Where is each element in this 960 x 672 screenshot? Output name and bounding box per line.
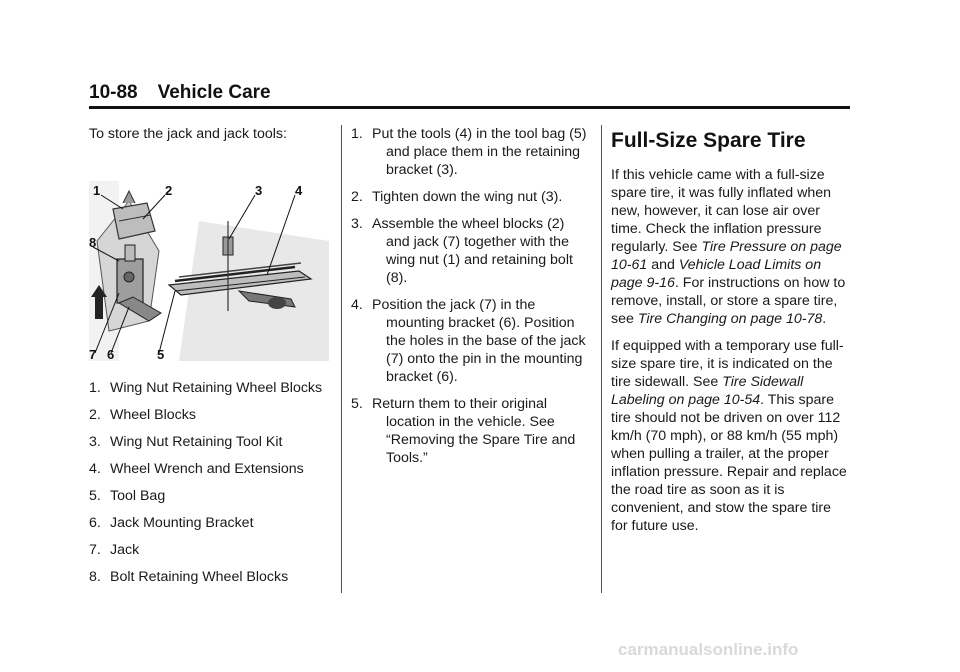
list-item: 4. Wheel Wrench and Extensions (89, 461, 304, 477)
callout-5: 5 (157, 347, 165, 361)
list-item: 2. Wheel Blocks (89, 407, 196, 423)
column-divider (601, 125, 602, 593)
list-item: 8. Bolt Retaining Wheel Blocks (89, 569, 289, 585)
column-left (89, 125, 334, 595)
callout-1: 1 (93, 183, 101, 198)
header-rule (89, 106, 850, 109)
list-item: 4. Position the jack (7) in the mounting bracket (6). Position the holes in the base of the jack (7) onto the pin in the mounting bracket (6). (351, 297, 586, 385)
callout-4: 4 (295, 183, 303, 198)
column-divider (341, 125, 342, 593)
intro-text: To store the jack and jack tools: (89, 126, 287, 142)
list-item: 1. Wing Nut Retaining Wheel Blocks (89, 380, 323, 396)
section-heading: Full-Size Spare Tire (611, 129, 806, 152)
cross-reference-link[interactable]: Tire Changing on page 10-78 (637, 311, 823, 327)
callout-2: 2 (165, 183, 173, 198)
list-item: 6. Jack Mounting Bracket (89, 515, 254, 531)
section-title: Vehicle Care (157, 82, 271, 103)
list-item: 2. Tighten down the wing nut (3). (351, 189, 563, 205)
list-item: 7. Jack (89, 542, 140, 558)
list-item: 1. Put the tools (4) in the tool bag (5) and place them in the retaining bracket (3). (351, 126, 587, 178)
callout-3: 3 (255, 183, 263, 198)
callout-7: 7 (89, 347, 97, 361)
page-header (89, 82, 271, 104)
jack-storage-drawing (89, 181, 329, 361)
column-right (611, 125, 851, 544)
list-item: 5. Tool Bag (89, 488, 166, 504)
cross-reference-link[interactable]: Tire Sidewall Labeling on page 10-54 (611, 374, 804, 408)
list-item: 3. Assemble the wheel blocks (2) and jack (7) together with the wing nut (1) and retaining bolt (8). (351, 216, 573, 286)
paragraph: If equipped with a temporary use full-size spare tire, it is indicated on the tire sidewall. See Tire Sidewall Labeling on page 10-54. This spare tire should not be driven on over 112 km/h (70 mph), or 88 km/h (55 mph) when pulling a trailer, at the proper inflation pressure. Repair and replace the road tire as soon as it is convenient, and stow the spare tire for future use. (611, 338, 847, 534)
callout-8: 8 (89, 235, 97, 250)
callout-6: 6 (107, 347, 115, 361)
legend-list (89, 379, 334, 586)
cross-reference-link[interactable]: Tire Pressure on page 10-61 (611, 239, 842, 273)
paragraph: If this vehicle came with a full-size spare tire, it was fully inflated when new, however, it can lose air over time. Check the inflation pressure regularly. See Tire Pressure on page 10-61 and Vehicle Load Limits on page 9-16. For instructions on how to remove, install, or store a spare tire, see Tire Changing on page 10-78. (611, 167, 846, 327)
steps-list (351, 125, 591, 467)
jack-storage-illustration (89, 181, 329, 361)
watermark: carmanualsonline.info (618, 640, 799, 659)
list-item: 5. Return them to their original location in the vehicle. See “Removing the Spare Tire and Tools.” (351, 396, 576, 466)
list-item: 3. Wing Nut Retaining Tool Kit (89, 434, 283, 450)
cross-reference-link[interactable]: Vehicle Load Limits on page 9-16 (611, 257, 822, 291)
page-number: 10-88 (89, 82, 138, 103)
column-middle (351, 125, 591, 476)
